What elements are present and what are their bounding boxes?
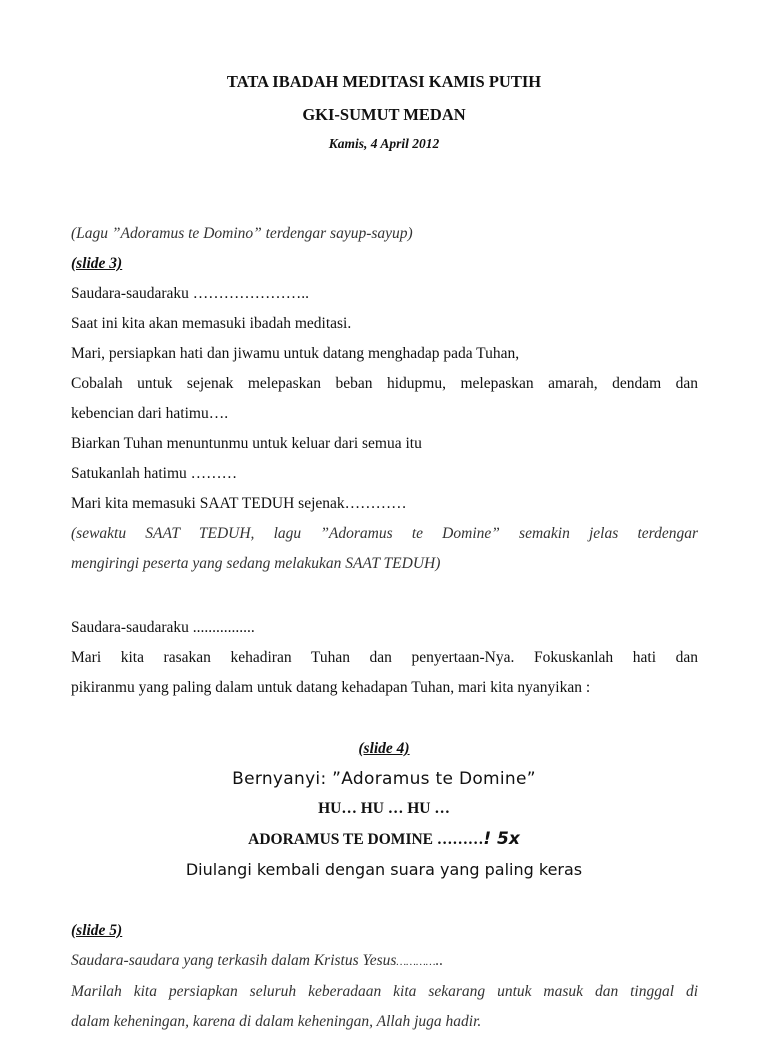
text-line: kebencian dari hatimu…. — [71, 405, 229, 422]
song-title: Bernyanyi: ”Adoramus te Domine” — [232, 769, 536, 789]
song-line-adoramus — [0, 824, 768, 855]
text-line: Mari kita rasakan kehadiran Tuhan dan penyertaan-Nya. Fokuskanlah hati dan — [71, 649, 698, 666]
song-line-hu: HU… HU … HU … — [318, 800, 450, 817]
slide-label-5: (slide 5) — [71, 922, 123, 939]
greeting-line: Saudara-saudaraku ................ — [71, 619, 255, 636]
section-opening — [71, 219, 698, 579]
address-dots: ………… — [396, 956, 436, 968]
document-date: Kamis, 4 April 2012 — [328, 136, 440, 151]
slide-label-4: (slide 4) — [358, 740, 410, 757]
text-line: Mari kita memasuki SAAT TEDUH sejenak………… — [71, 495, 407, 512]
section-invitation — [71, 613, 698, 703]
text-line: Satukanlah hatimu ……… — [71, 465, 238, 482]
section-song — [0, 734, 768, 885]
repeat-instruction: Diulangi kembali dengan suara yang paling keras — [185, 860, 583, 879]
section-silence — [71, 916, 698, 1037]
document-title: TATA IBADAH MEDITASI KAMIS PUTIH — [226, 72, 542, 91]
text-line — [71, 946, 698, 977]
address-end: .. — [435, 952, 444, 969]
address-text: Saudara-saudara yang terkasih dalam Kristus Yesus — [71, 952, 397, 969]
text-line: Biarkan Tuhan menuntunmu untuk keluar dari semua itu — [71, 435, 422, 452]
repeat-count: ! 5x — [483, 829, 520, 849]
text-line: Saudara-saudaraku ………………….. — [71, 285, 310, 302]
text-line: pikiranmu yang paling dalam untuk datang kehadapan Tuhan, mari kita nyanyikan : — [71, 679, 591, 696]
document-subtitle: GKI-SUMUT MEDAN — [302, 105, 466, 124]
intro-note: (Lagu ”Adoramus te Domino” terdengar sayup-sayup) — [71, 225, 413, 242]
text-line: Mari, persiapkan hati dan jiwamu untuk datang menghadap pada Tuhan, — [71, 345, 520, 362]
text-line: dalam keheningan, karena di dalam keheningan, Allah juga hadir. — [71, 1013, 482, 1030]
quiet-time-note-cont: mengiringi peserta yang sedang melakukan SAAT TEDUH) — [71, 555, 441, 572]
slide-label-3: (slide 3) — [71, 255, 123, 272]
text-line: Saat ini kita akan memasuki ibadah meditasi. — [71, 315, 352, 332]
quiet-time-note: (sewaktu SAAT TEDUH, lagu ”Adoramus te Domine” semakin jelas terdengar — [71, 525, 698, 542]
text-line: Marilah kita persiapkan seluruh keberadaan kita sekarang untuk masuk dan tinggal di — [71, 983, 698, 1000]
adoramus-text: ADORAMUS TE DOMINE ……… — [248, 831, 484, 848]
text-line: Cobalah untuk sejenak melepaskan beban hidupmu, melepaskan amarah, dendam dan — [71, 375, 698, 392]
